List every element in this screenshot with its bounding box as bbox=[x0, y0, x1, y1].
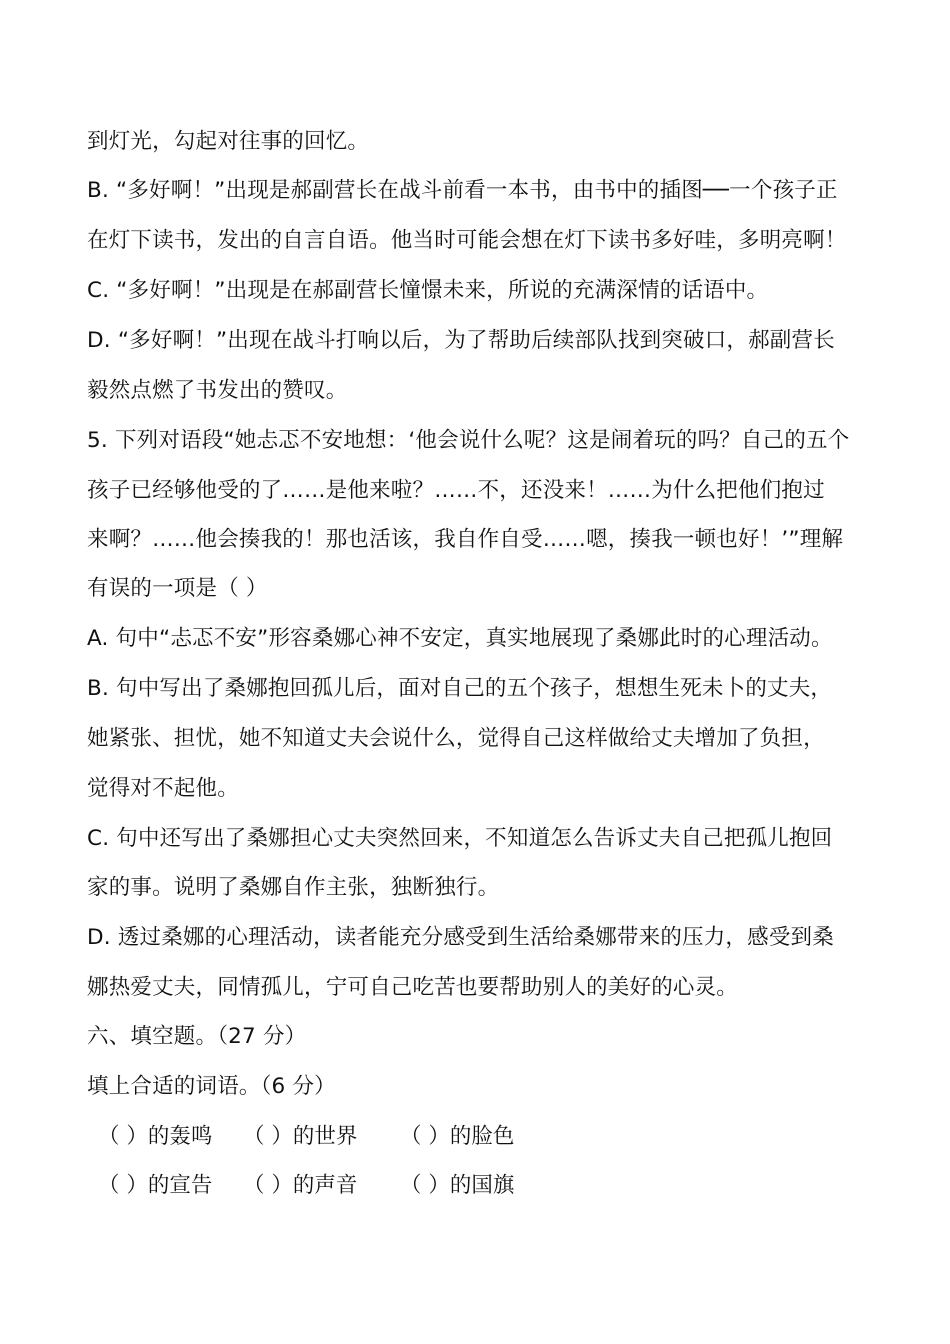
blank-item: （ ）的脸色 bbox=[400, 1124, 515, 1149]
q5-option-a: A. 句中“忐忑不安”形容桑娜心神不安定，真实地展现了桑娜此时的心理活动。 bbox=[87, 626, 833, 651]
question-5-line-1: 5. 下列对语段“她忐忑不安地想：‘他会说什么呢？这是闹着玩的吗？自己的五个 bbox=[87, 428, 850, 453]
fill-blank-row-2 bbox=[98, 1171, 540, 1201]
blank-item: （ ）的声音 bbox=[243, 1173, 358, 1198]
q5-option-b-line-3: 觉得对不起他。 bbox=[87, 776, 239, 801]
option-d-line-1: D. “多好啊！”出现在战斗打响以后，为了帮助后续部队找到突破口，郝副营长 bbox=[87, 328, 835, 353]
q5-option-c-line-2: 家的事。说明了桑娜自作主张，独断独行。 bbox=[87, 875, 500, 900]
blank-item: （ ）的轰鸣 bbox=[98, 1124, 213, 1149]
question-5-line-4: 有误的一项是（ ） bbox=[87, 576, 268, 601]
section-6-heading: 六、填空题。（27 分） bbox=[87, 1024, 307, 1049]
q5-option-b-line-2: 她紧张、担忧，她不知道丈夫会说什么，觉得自己这样做给丈夫增加了负担， bbox=[87, 726, 825, 751]
question-5-line-2: 孩子已经够他受的了……是他来啦？……不，还没来！……为什么把他们抱过 bbox=[87, 478, 825, 503]
fill-blank-row-1 bbox=[98, 1122, 540, 1152]
q5-option-c-line-1: C. 句中还写出了桑娜担心丈夫突然回来，不知道怎么告诉丈夫自己把孤儿抱回 bbox=[87, 826, 833, 851]
blank-item: （ ）的世界 bbox=[243, 1124, 358, 1149]
q5-option-d-line-1: D. 透过桑娜的心理活动，读者能充分感受到生活给桑娜带来的压力，感受到桑 bbox=[87, 925, 834, 950]
option-d-line-2: 毅然点燃了书发出的赞叹。 bbox=[87, 378, 348, 403]
fill-words-instruction: 填上合适的词语。（6 分） bbox=[87, 1074, 336, 1099]
option-c-line: C. “多好啊！”出现是在郝副营长憧憬未来，所说的充满深情的话语中。 bbox=[87, 278, 769, 303]
option-b-line-2: 在灯下读书，发出的自言自语。他当时可能会想在灯下读书多好哇，多明亮啊！ bbox=[87, 228, 847, 253]
option-b-line-1: B. “多好啊！”出现是郝副营长在战斗前看一本书，由书中的插图──一个孩子正 bbox=[87, 178, 838, 203]
question-5-line-3: 来啊？……他会揍我的！那也活该，我自作自受……嗯，揍我一顿也好！’”理解 bbox=[87, 527, 844, 552]
q5-option-b-line-1: B. 句中写出了桑娜抱回孤儿后，面对自己的五个孩子，想想生死未卜的丈夫， bbox=[87, 676, 833, 701]
q5-option-d-line-2: 娜热爱丈夫，同情孤儿，宁可自己吃苦也要帮助别人的美好的心灵。 bbox=[87, 975, 739, 1000]
blank-item: （ ）的宣告 bbox=[98, 1173, 213, 1198]
blank-item: （ ）的国旗 bbox=[400, 1173, 515, 1198]
text-line-continuation: 到灯光，勾起对往事的回忆。 bbox=[87, 129, 370, 154]
